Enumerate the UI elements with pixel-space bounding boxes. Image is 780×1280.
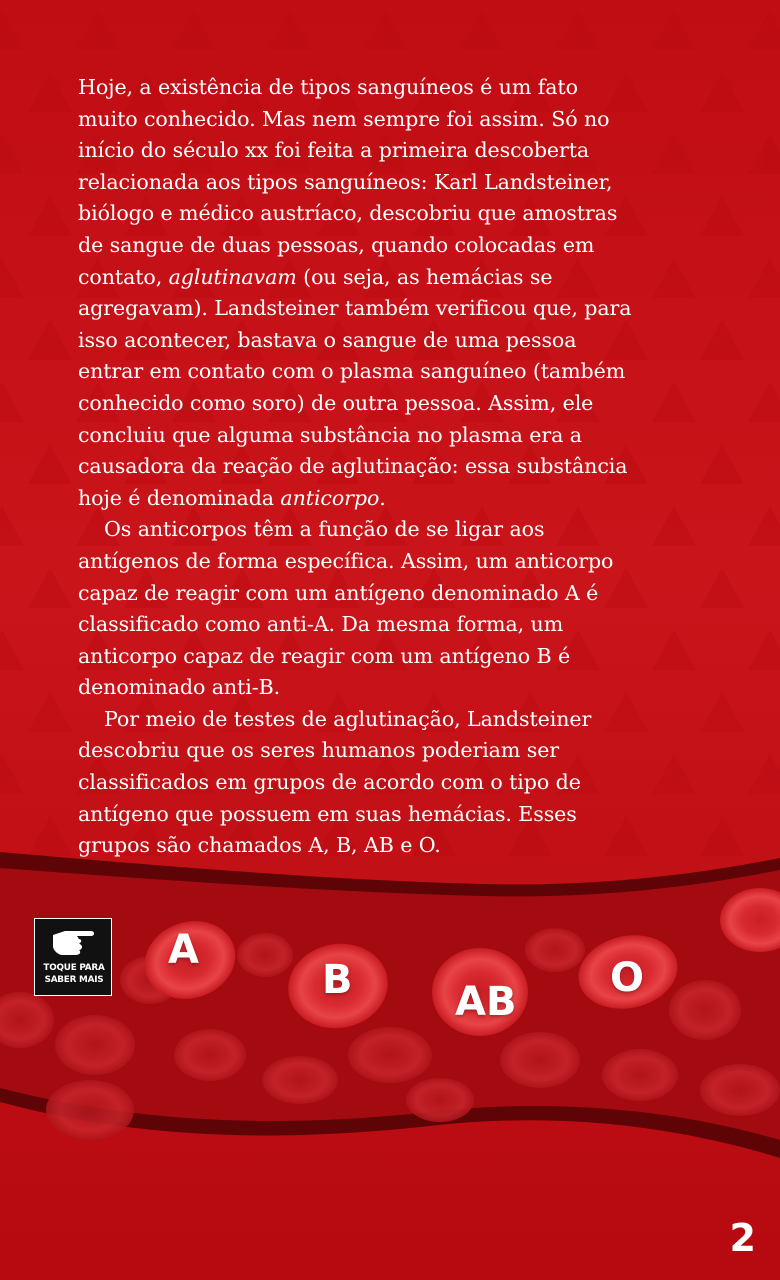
blood-type-a-label[interactable]: A xyxy=(168,927,199,973)
term-anticorpo: anticorpo xyxy=(280,485,380,510)
blood-vessel-illustration xyxy=(0,840,780,1170)
paragraph-1: Hoje, a existência de tipos sanguíneos é um fato muito conhecido. Mas nem sempre foi assim. Só no início do século xx foi feita a primeira descoberta relacionada aos tipos sanguíneos: Karl Landsteiner, biólogo e médico austríaco, descobriu que amostras de sangue de duas pessoas, quando colocadas em contato, aglutinavam (ou seja, as hemácias se agregavam). Landsteiner também verificou que, para isso acontecer, bastava o sangue de uma pessoa entrar em contato com o plasma sanguíneo (também conhecido como soro) de outra pessoa. Assim, ele concluiu que alguma substância no plasma era a causadora da reação de aglutinação: essa substância hoje é denominada anticorpo. xyxy=(78,75,632,510)
paragraph-2: Os anticorpos têm a função de se ligar aos antígenos de forma específica. Assim, um anticorpo capaz de reagir com um antígeno denominado A é classificado como anti-A. Da mesma forma, um anticorpo capaz de reagir com um antígeno B é denominado anti-B. xyxy=(78,517,614,700)
blood-type-o-label[interactable]: O xyxy=(610,955,645,1001)
page-number: 2 xyxy=(729,1216,756,1260)
pointing-hand-icon xyxy=(51,927,97,957)
paragraph-3: Por meio de testes de aglutinação, Landsteiner descobriu que os seres humanos poderiam ser classificados em grupos de acordo com o tipo de antígeno que possuem em suas hemácias. Esses grupos são chamados A, B, AB e O. xyxy=(78,706,592,858)
touch-button-label: TOQUE PARA SABER MAIS xyxy=(43,963,105,985)
blood-type-ab-label[interactable]: AB xyxy=(455,979,517,1025)
term-aglutinavam: aglutinavam xyxy=(168,264,297,289)
article-text xyxy=(78,72,638,862)
blood-type-b-label[interactable]: B xyxy=(322,957,353,1003)
touch-to-learn-more-button[interactable] xyxy=(34,918,112,996)
